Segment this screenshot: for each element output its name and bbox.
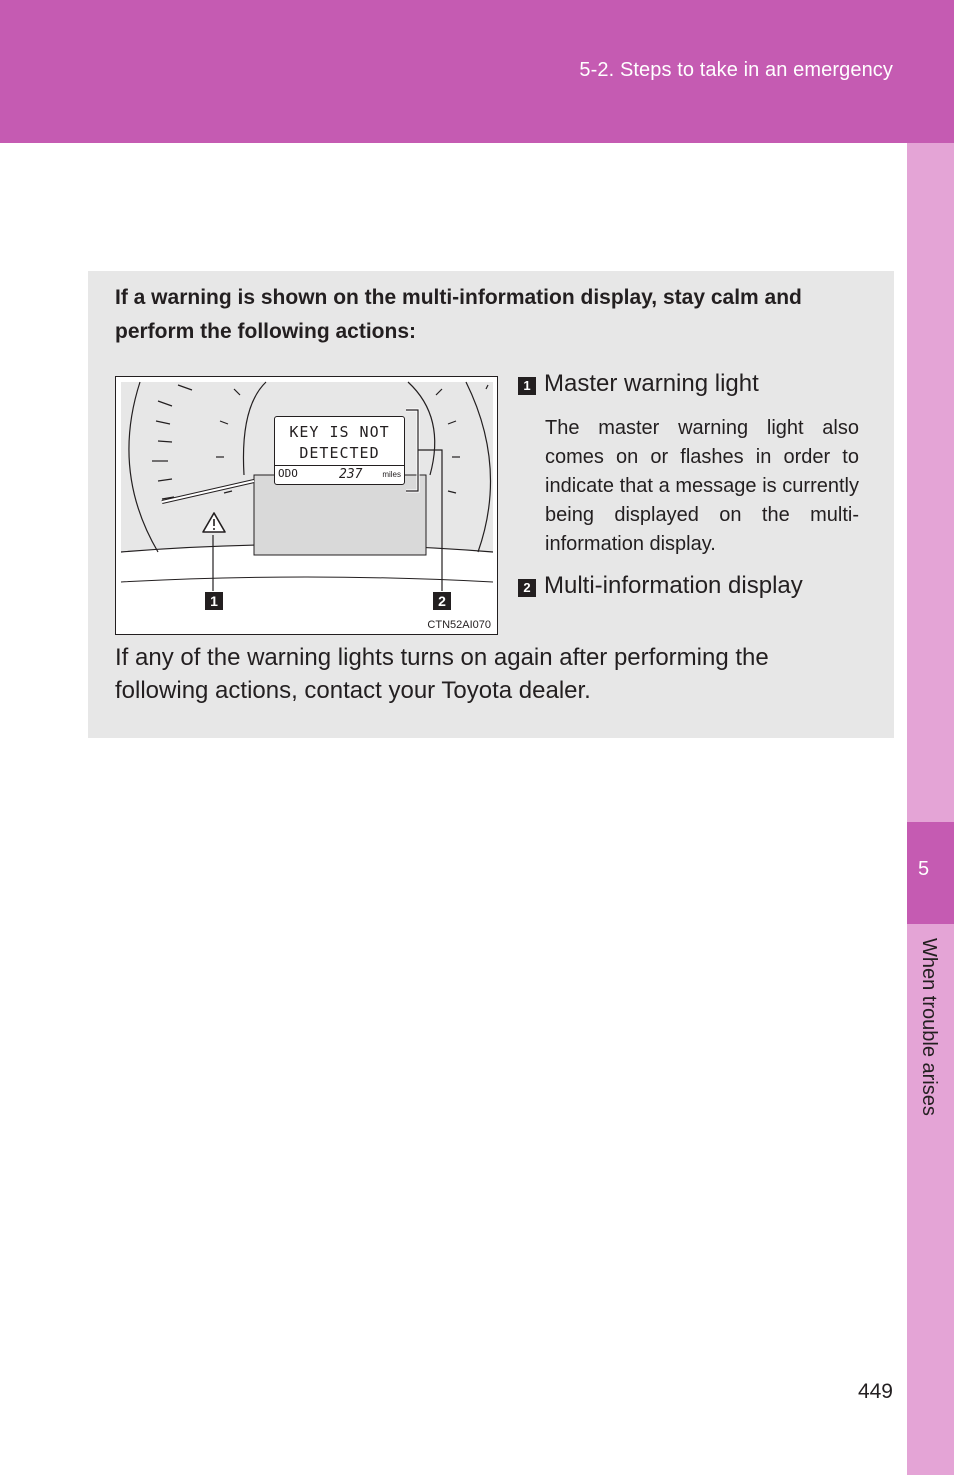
item-title: Multi-information display	[544, 572, 803, 599]
dashboard-lower	[121, 545, 493, 631]
item-description: The master warning light also comes on or flashes in order to indicate that a message is currently being displayed on the multi-information display.	[545, 417, 859, 555]
item-master-warning-light	[518, 370, 759, 398]
outro-text: If any of the warning lights turns on again after performing the following actions, contact your Toyota dealer.	[115, 644, 769, 704]
cluster-hood	[254, 475, 426, 555]
chapter-tab	[907, 822, 954, 924]
display-message-line2: DETECTED	[299, 444, 380, 462]
multi-information-display	[274, 416, 405, 485]
item-number-badge: 1	[518, 377, 536, 395]
chapter-title: When trouble arises	[918, 938, 940, 1116]
odometer-label: ODO	[278, 467, 298, 480]
odometer-unit: miles	[382, 470, 401, 479]
display-message-line1: KEY IS NOT	[289, 423, 390, 441]
chapter-number: 5	[918, 858, 930, 880]
item-multi-information-display	[518, 572, 803, 600]
odometer-row	[275, 465, 404, 483]
callout-1: 1	[205, 592, 223, 610]
section-title: 5-2. Steps to take in an emergency	[579, 59, 893, 81]
intro-text: If a warning is shown on the multi-information display, stay calm and perform the following actions:	[115, 286, 802, 343]
page-number: 449	[857, 1380, 893, 1403]
item-title: Master warning light	[544, 370, 759, 397]
instrument-cluster-figure	[115, 376, 498, 635]
header-bar	[0, 0, 954, 143]
figure-code: CTN52AI070	[427, 619, 491, 631]
item-number-badge: 2	[518, 579, 536, 597]
odometer-value: 237	[339, 467, 363, 482]
side-tab	[907, 143, 954, 1475]
callout-2: 2	[433, 592, 451, 610]
